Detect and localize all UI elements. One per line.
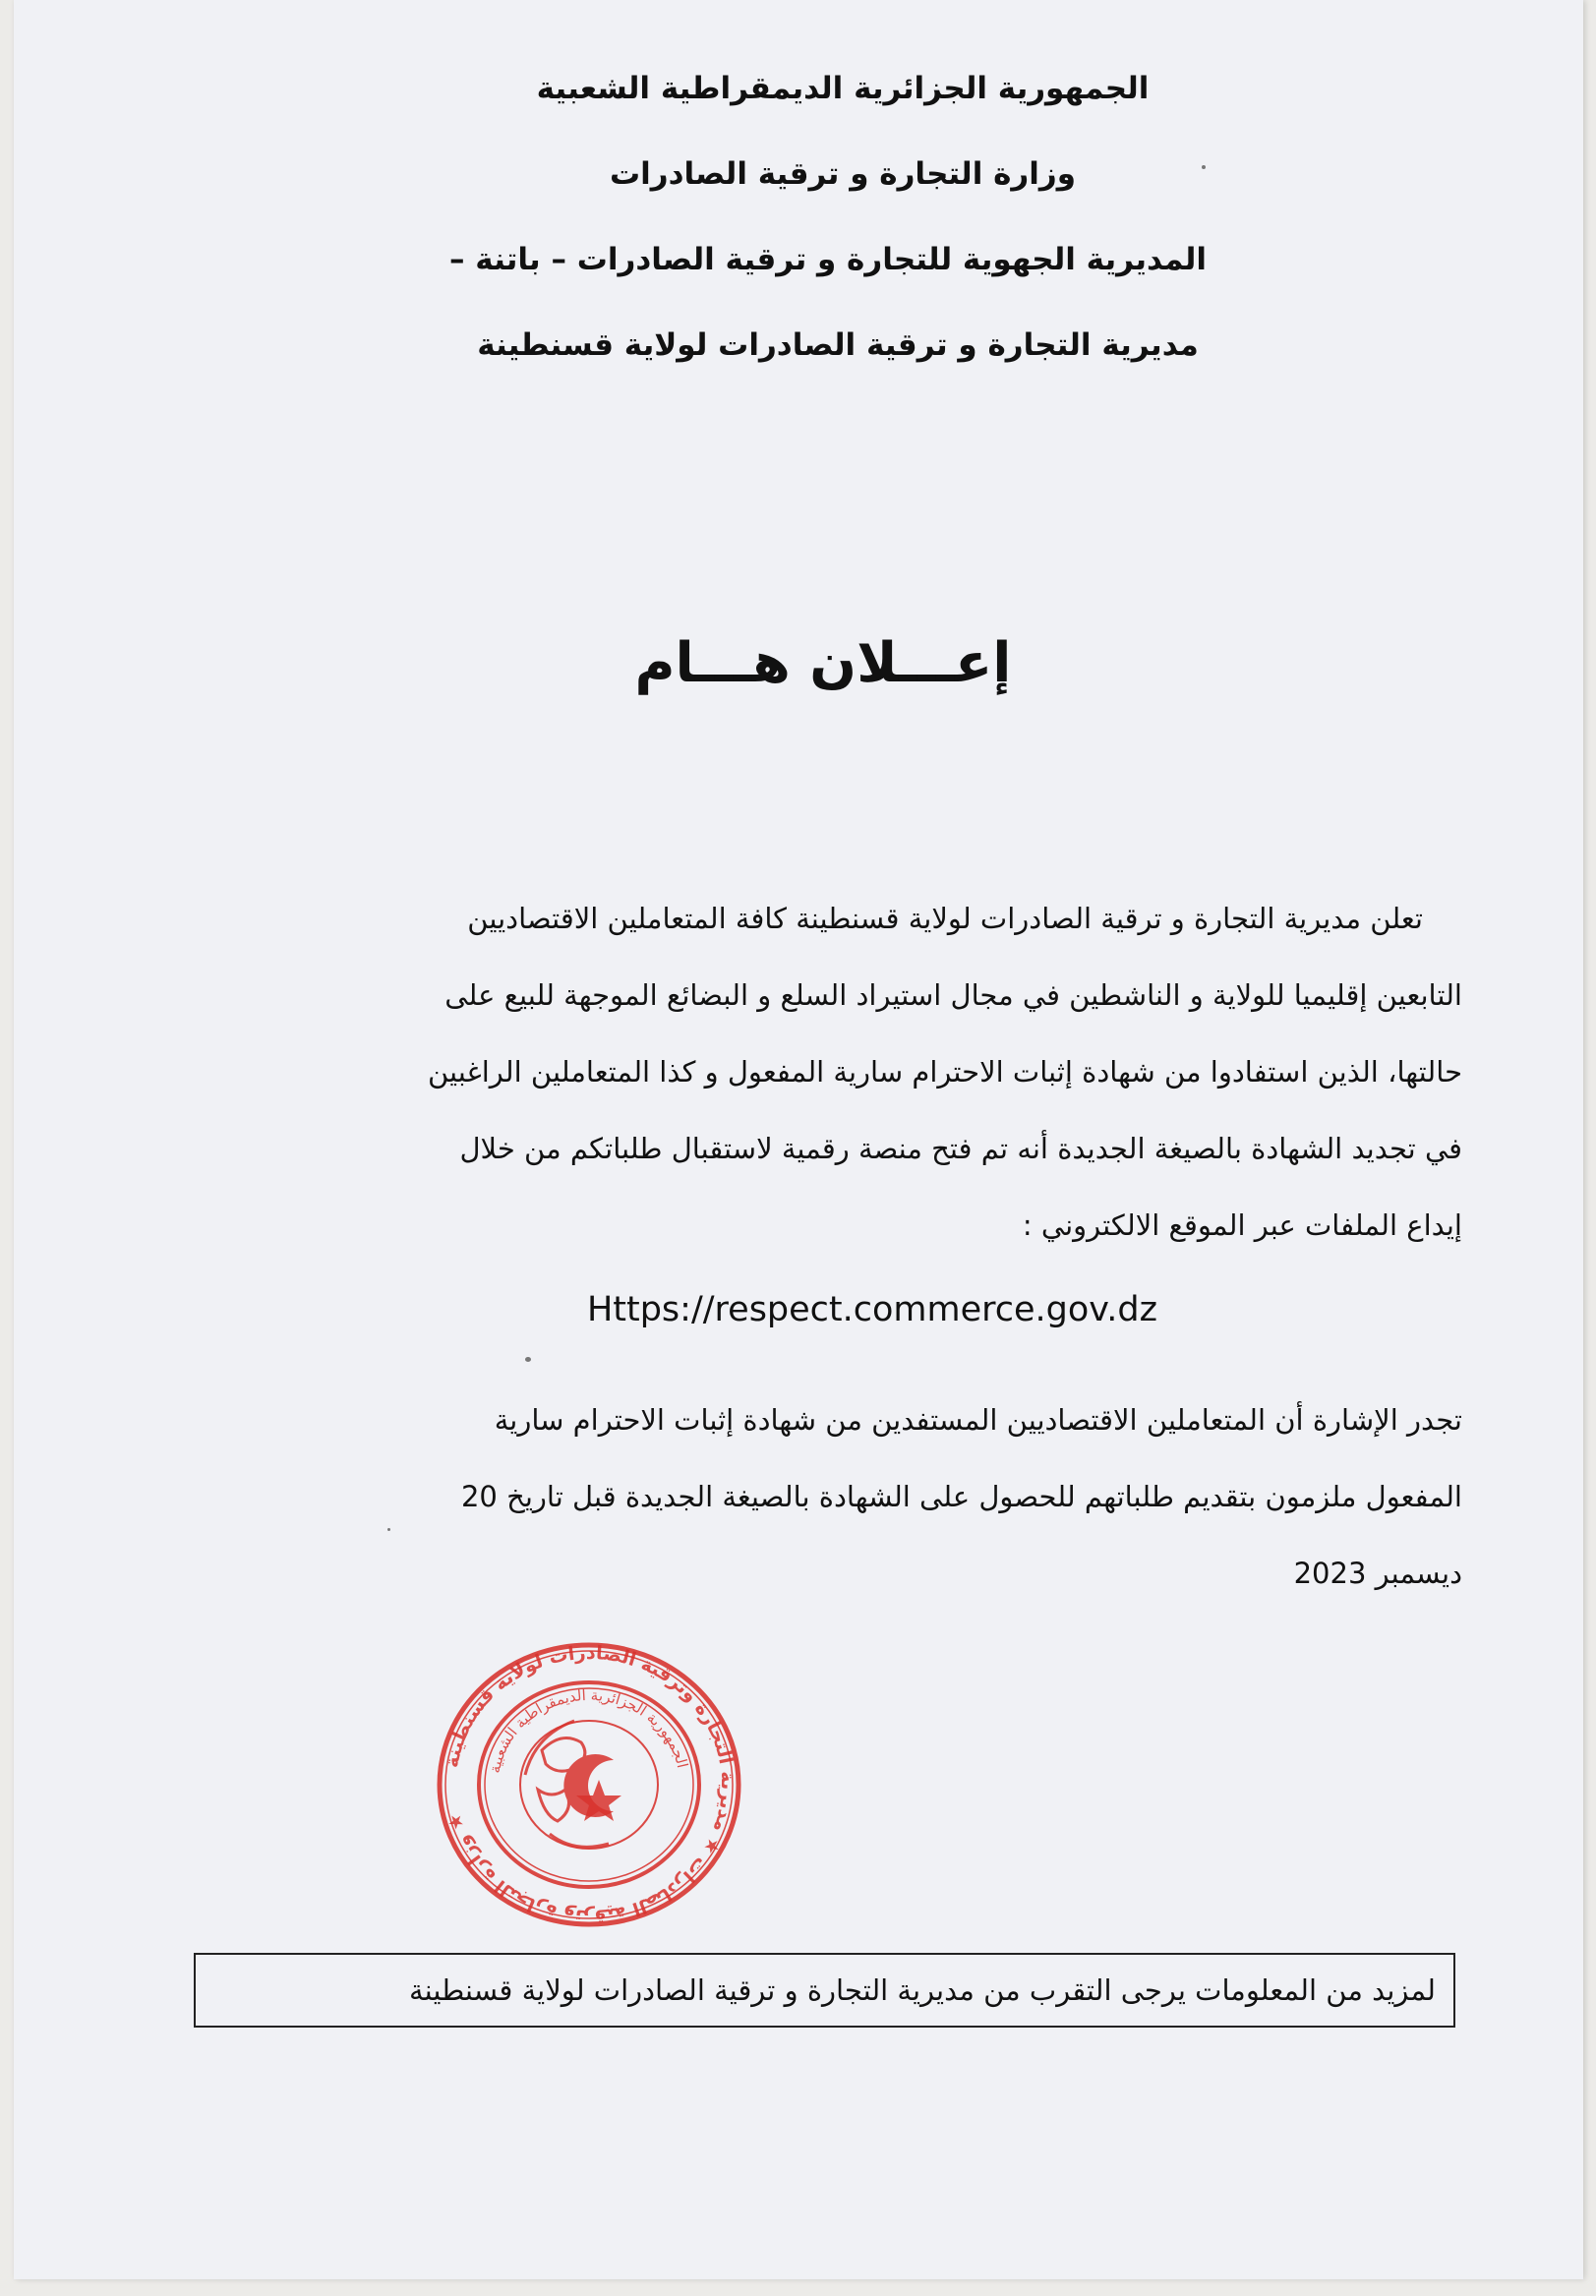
svg-text:وزارة التجارة وترقية الصادرات: وزارة التجارة وترقية الصادرات ★ مديرية التجارة وترقية الصادرات لولاية قسنطينة ★ [441,1642,739,1927]
svg-text:الجمهورية الجزائرية الديمقراطي: الجمهورية الجزائرية الديمقراطية الشعبية [485,1685,692,1775]
announcement-body [230,880,1462,1264]
announcement-line: إيداع الملفات عبر الموقع الالكتروني : [1022,1208,1462,1242]
official-seal-icon [432,1642,746,1927]
note-line: تجدر الإشارة أن المتعاملين الاقتصاديين المستفدين من شهادة إثبات الاحترام سارية [494,1403,1462,1437]
letterhead [14,69,1583,411]
regional-directorate: المديرية الجهوية للتجارة و ترقية الصادرات – باتنة – [449,242,1207,277]
deadline-note [230,1382,1462,1612]
announcement-title: إعـــلان هـــام [634,631,1012,695]
provincial-directorate: مديرية التجارة و ترقية الصادرات لولاية قسنطينة [477,327,1199,363]
note-line: المفعول ملزمون بتقديم طلباتهم للحصول على الشهادة بالصيغة الجديدة قبل تاريخ 20 [460,1480,1462,1513]
website-url: Https://respect.commerce.gov.dz [586,1290,1158,1329]
contact-info-box: لمزيد من المعلومات يرجى التقرب من مديرية التجارة و ترقية الصادرات لولاية قسنطينة [194,1953,1455,2028]
announcement-line: التابعين إقليميا للولاية و الناشطين في مجال استيراد السلع و البضائع الموجهة للبيع على [444,978,1462,1012]
announcement-line: حالتها، الذين استفادوا من شهادة إثبات الاحترام سارية المفعول و كذا المتعاملين الراغبين [427,1055,1462,1089]
scan-speck [387,1528,390,1531]
announcement-line: تعلن مديرية التجارة و ترقية الصادرات لولاية قسنطينة كافة المتعاملين الاقتصاديين [467,902,1423,935]
scan-speck [1202,165,1206,169]
scan-speck [525,1357,531,1362]
note-line: ديسمبر 2023 [1293,1557,1462,1590]
ministry-name: وزارة التجارة و ترقية الصادرات [609,156,1077,192]
republic-name: الجمهورية الجزائرية الديمقراطية الشعبية [536,71,1150,106]
document-page [14,0,1583,2279]
announcement-line: في تجديد الشهادة بالصيغة الجديدة أنه تم فتح منصة رقمية لاستقبال طلباتكم من خلال [459,1132,1462,1165]
